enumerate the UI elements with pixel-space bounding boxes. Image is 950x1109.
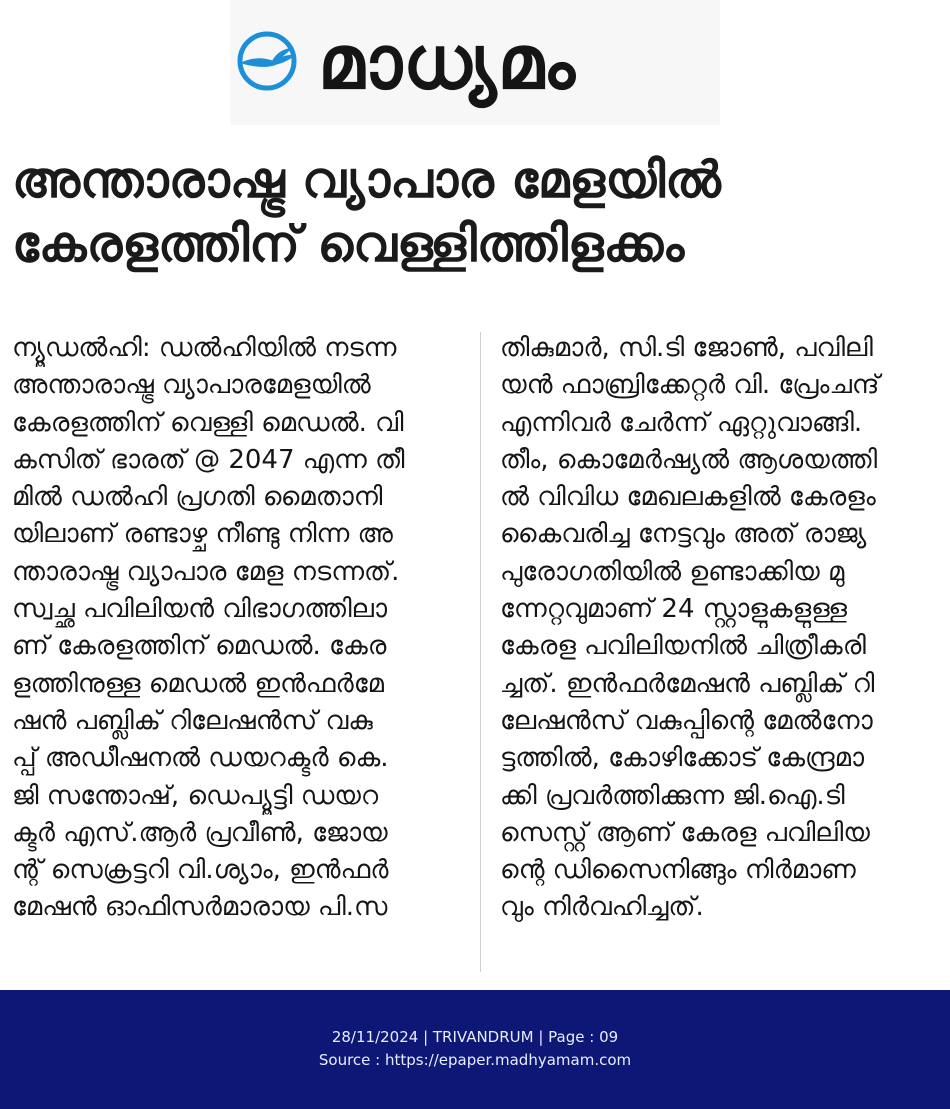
article-line: ട്ടത്തിൽ, കോഴിക്കോട് കേന്ദ്രമാ [500,743,865,774]
article-line: സെസ്റ്റ് ആണ് കേരള പവിലിയ [500,817,870,848]
article-line: അന്താരാഷ്ട്ര വ്യാപാരമേളയിൽ [12,370,371,401]
article-line: ളത്തിനുള്ള മെഡൽ ഇൻഫർമേ [12,668,384,699]
article-line: കസിത് ഭാരത് @ 2047 എന്ന തീ [12,444,405,475]
article-line: വും നിർവഹിച്ചത്. [500,892,704,923]
article-line: കേരളത്തിന് വെള്ളി മെഡൽ. വി [12,407,404,438]
article-line: മിൽ ഡൽഹി പ്രഗതി മൈതാനി [12,482,383,513]
article-left-column [12,330,460,927]
article-line: കേരള പവിലിയനിൽ ചിത്രീകരി [500,631,866,662]
article-line: ന്താരാഷ്ട്ര വ്യാപാര മേള നടന്നത്. [12,556,400,587]
article-line: ലേഷൻസ് വകുപ്പിന്റെ മേൽനോ [500,705,873,736]
column-divider [480,332,481,972]
article-line: ന്റെ ഡിസൈനിങ്ങും നിർമാണ [500,855,856,886]
article-line: ഷൻ പബ്ലിക് റിലേഷൻസ് വകു [12,705,373,736]
article-line: യിലാണ് രണ്ടാഴ്ച നീണ്ടു നിന്ന അ [12,519,393,550]
article-line: ക്കി പ്രവർത്തിക്കുന്ന ജി.ഐ.ടി [500,780,845,811]
article-line: എന്നിവർ ചേർന്ന് ഏറ്റുവാങ്ങി. [500,407,863,438]
article-line: മേഷൻ ഓഫിസർമാരായ പി.സ [12,892,388,923]
article-line: ക്ടർ എസ്.ആർ പ്രവീൺ, ജോയ [12,817,388,848]
headline-line-1: അന്താരാഷ്ട്ര വ്യാപാര മേളയിൽ [12,151,721,209]
article-line: ൽ വിവിധ മേഖലകളിൽ കേരളം [500,482,876,513]
article-line: ണ് കേരളത്തിന് മെഡൽ. കേര [12,631,387,662]
article-line: ച്ചത്. ഇൻഫർമേഷൻ പബ്ലിക് റി [500,668,875,699]
bird-in-circle-icon [236,30,298,92]
footer-source: Source : https://epaper.madhyamam.com [318,1051,632,1069]
article-line: ന്നേറ്റവുമാണ് 24 സ്റ്റാളുകളുള്ള [500,594,848,625]
article-line: ന്യൂഡൽഹി: ഡൽഹിയിൽ നടന്ന [12,333,397,363]
headline-line-2: കേരളത്തിന് വെള്ളിത്തിളക്കം [12,215,685,273]
article-line: ന്റ് സെക്രട്ടറി വി.ശ്യാം, ഇൻഫർ [12,855,389,886]
article-line: കൈവരിച്ച നേട്ടവും അത് രാജ്യ [500,519,867,550]
brand-name: മാധ്യമം [318,20,576,106]
footer-date-edition: 28/11/2024 | TRIVANDRUM | Page : 09 [331,1028,619,1046]
article-line: പുരോഗതിയിൽ ഉണ്ടാക്കിയ മു [500,556,845,587]
article-line: ജി സന്തോഷ്, ഡെപ്യൂട്ടി ഡയറ [12,780,379,811]
footer-bar [0,990,950,1109]
article-line: തീം, കൊമേർഷ്യൽ ആശയത്തി [500,444,878,475]
headline [12,148,942,276]
article-line: സ്വച്ഛ പവിലിയൻ വിഭാഗത്തിലാ [12,594,388,625]
article-line: യൻ ഫാബ്രിക്കേറ്റർ വി. പ്രേംചന്ദ് [500,370,880,401]
article-line: തികുമാർ, സി.ടി ജോൺ, പവിലി [500,333,873,363]
article-right-column [500,330,940,927]
article-line: പ്പ് അഡീഷനൽ ഡയറക്ടർ കെ. [12,743,389,774]
